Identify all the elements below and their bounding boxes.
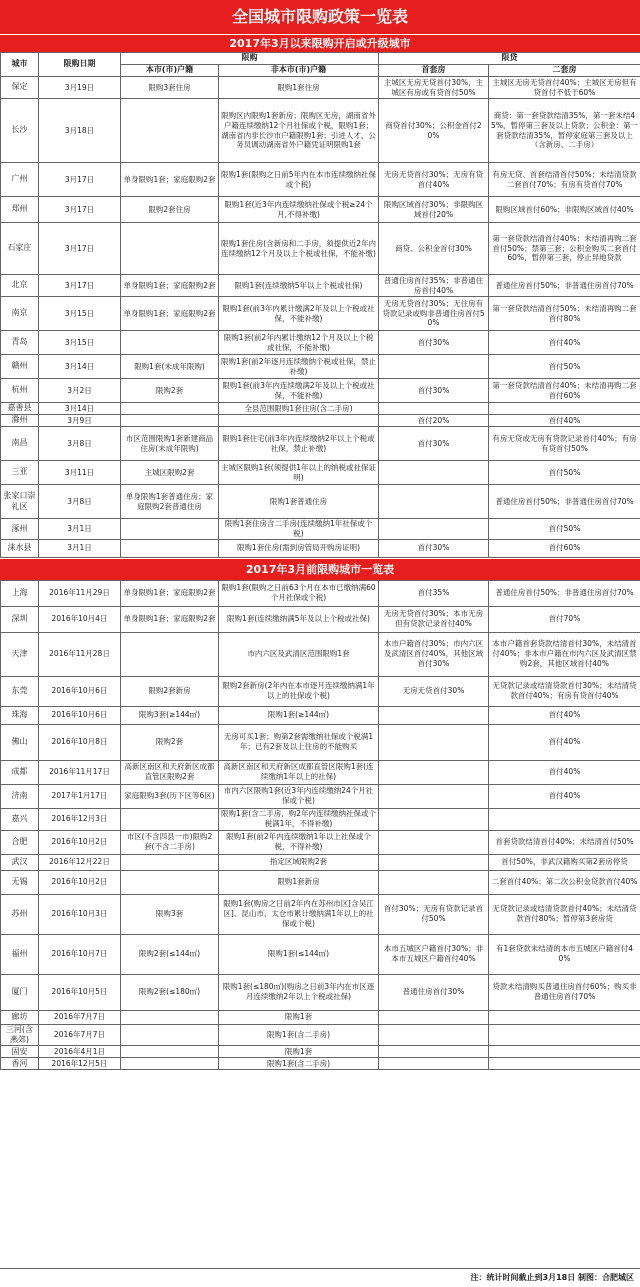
cell-first-home: 主城区无房无贷首付30%，主城区有房或有贷首付50% <box>379 77 489 99</box>
table-row <box>1 974 640 1010</box>
cell-local <box>121 99 219 163</box>
cell-nonlocal: 限购区内限购1套新房；限购区无房，湖南省外户籍连续缴纳12个月社保或个税，限购1套；湖南省内非长沙市户籍限购1套；引进人才、公务员调动湖南省外户籍凭证明限购1套 <box>219 99 379 163</box>
cell-nonlocal: 限购2套新房(2年内在本市逐月连续缴纳满1年以上的社保或个税) <box>219 676 379 706</box>
cell-local <box>121 1058 219 1070</box>
cell-nonlocal: 高新区南区和天府新区成都直管区限购1套(连续缴纳1年以上的社保) <box>219 760 379 784</box>
cell-date: 3月19日 <box>39 77 121 99</box>
cell-city: 廊坊 <box>1 1010 39 1024</box>
cell-date: 3月2日 <box>39 379 121 403</box>
table-row <box>1 77 640 99</box>
cell-date: 3月17日 <box>39 197 121 223</box>
cell-second-home <box>489 1046 640 1058</box>
cell-first-home: 首付35% <box>379 580 489 606</box>
cell-second-home <box>489 1058 640 1070</box>
table-row <box>1 297 640 331</box>
cell-first-home: 商贷首付30%；公积金首付20% <box>379 99 489 163</box>
cell-city: 苏州 <box>1 894 39 934</box>
cell-second-home: 第一套贷款结清首付40%；未结清再购二套首付50%；禁第三套；公积金购买二套首付60%，暂停第三套，停止异地贷款 <box>489 223 640 275</box>
cell-second-home: 首付50%，非武汉籍购买第2套房停贷 <box>489 854 640 870</box>
cell-second-home <box>489 403 640 415</box>
cell-second-home: 首付40% <box>489 760 640 784</box>
cell-first-home: 无房无贷首付30%；无房有贷首付40% <box>379 163 489 197</box>
cell-city: 济南 <box>1 784 39 808</box>
cell-date: 3月14日 <box>39 403 121 415</box>
cell-local: 限购1套(未成年限购) <box>121 355 219 379</box>
cell-second-home: 首付50% <box>489 519 640 540</box>
cell-date: 3月8日 <box>39 485 121 519</box>
cell-second-home: 首付40% <box>489 415 640 427</box>
table-row <box>1 1046 640 1058</box>
table-row <box>1 1010 640 1024</box>
cell-city: 张家口崇礼区 <box>1 485 39 519</box>
cell-city: 固安 <box>1 1046 39 1058</box>
cell-first-home: 普通住房首付30% <box>379 974 489 1010</box>
cell-local <box>121 1010 219 1024</box>
cell-first-home: 首付30% <box>379 539 489 557</box>
cell-date: 3月17日 <box>39 223 121 275</box>
cell-date: 3月17日 <box>39 275 121 297</box>
cell-city: 三河(含燕郊) <box>1 1024 39 1046</box>
cell-second-home: 首付40% <box>489 784 640 808</box>
cell-local: 高新区南区和天府新区成都直管区限购2套 <box>121 760 219 784</box>
cell-second-home: 首付70% <box>489 606 640 632</box>
cell-city: 石家庄 <box>1 223 39 275</box>
cell-local <box>121 403 219 415</box>
table-row <box>1 379 640 403</box>
cell-local: 单身限购1套；家庭限购2套 <box>121 580 219 606</box>
table-row <box>1 830 640 854</box>
cell-city: 天津 <box>1 632 39 676</box>
cell-nonlocal: 限购1套(限购之日前5年内在本市连续缴纳社保或个税) <box>219 163 379 197</box>
cell-first-home: 无房无贷首付30%；本市无房但有贷款记录首付40% <box>379 606 489 632</box>
page-title: 全国城市限购政策一览表 <box>0 0 640 34</box>
cell-city: 三亚 <box>1 461 39 485</box>
cell-date: 2016年12月3日 <box>39 808 121 830</box>
cell-nonlocal: 市内六区及武清区范围限购1套 <box>219 632 379 676</box>
section-1-title: 2017年3月以来限购开启或升级城市 <box>0 34 640 52</box>
cell-second-home <box>489 808 640 830</box>
cell-city: 杭州 <box>1 379 39 403</box>
table-row <box>1 706 640 724</box>
cell-second-home: 普通住房首付50%；非普通住房首付70% <box>489 275 640 297</box>
header-loan-limit: 限贷 <box>379 53 640 65</box>
cell-second-home: 贷款未结清购买普通住房首付60%；购买非普通住房首付70% <box>489 974 640 1010</box>
cell-date: 2016年12月5日 <box>39 1058 121 1070</box>
cell-nonlocal: 限购1套住房(含新房和二手房，须提供近2年内连续缴纳12个月及以上个税或社保，不能补缴) <box>219 223 379 275</box>
cell-first-home: 首付30%；无房有贷款记录首付50% <box>379 894 489 934</box>
cell-first-home <box>379 870 489 894</box>
header-date: 限购日期 <box>39 53 121 77</box>
cell-city: 香河 <box>1 1058 39 1070</box>
cell-nonlocal: 限购1套(近3年内连续缴纳社保或个税≥24个月,不得补缴) <box>219 197 379 223</box>
table-row <box>1 894 640 934</box>
cell-first-home <box>379 1010 489 1024</box>
cell-first-home: 普通住房首付35%；非普通住房首付40% <box>379 275 489 297</box>
cell-first-home <box>379 519 489 540</box>
cell-second-home <box>489 1010 640 1024</box>
cell-local: 限购2套住房 <box>121 197 219 223</box>
cell-second-home <box>489 1024 640 1046</box>
cell-city: 嘉善县 <box>1 403 39 415</box>
cell-nonlocal: 限购1套(连续缴纳满5年及以上个税或社保) <box>219 606 379 632</box>
cell-first-home: 限购区域首付30%；非限购区域首付20% <box>379 197 489 223</box>
table-row <box>1 854 640 870</box>
cell-city: 珠海 <box>1 706 39 724</box>
header-second-home: 二套房 <box>489 65 640 77</box>
table-section-2 <box>0 580 640 1071</box>
cell-second-home: 二套首付40%；第二次公积金贷款首付40% <box>489 870 640 894</box>
cell-second-home: 限购区域首付60%；非限购区域首付40% <box>489 197 640 223</box>
cell-local <box>121 331 219 355</box>
table-row <box>1 1058 640 1070</box>
cell-second-home: 首付50% <box>489 461 640 485</box>
table-row <box>1 724 640 760</box>
cell-city: 厦门 <box>1 974 39 1010</box>
cell-local: 单身限购1套；家庭限购2套 <box>121 297 219 331</box>
cell-second-home: 普通住房首付50%；非普通住房首付70% <box>489 580 640 606</box>
cell-nonlocal: 限购1套(前3年内连续缴满2年及以上个税或社保，不能补缴) <box>219 379 379 403</box>
cell-first-home <box>379 461 489 485</box>
cell-first-home: 首付30% <box>379 379 489 403</box>
section-1-rows <box>1 77 640 558</box>
cell-local: 限购2套 <box>121 724 219 760</box>
cell-local <box>121 519 219 540</box>
cell-second-home: 有房无贷或无房有贷款记录首付40%；有房有贷首付50% <box>489 427 640 461</box>
cell-nonlocal: 限购1套(前2年内累计缴纳12个月及以上个税或社保，不能补缴) <box>219 331 379 355</box>
cell-nonlocal: 市内六区限购1套(近3年内连续缴纳24个月社保或个税) <box>219 784 379 808</box>
cell-city: 合肥 <box>1 830 39 854</box>
cell-second-home: 首付60% <box>489 539 640 557</box>
cell-second-home: 有1套贷款未结清的本市五城区户籍首付40% <box>489 934 640 974</box>
table-row <box>1 275 640 297</box>
cell-local <box>121 1024 219 1046</box>
cell-date: 3月1日 <box>39 519 121 540</box>
table-row <box>1 606 640 632</box>
cell-first-home <box>379 784 489 808</box>
cell-date: 2016年10月2日 <box>39 830 121 854</box>
cell-local: 市区(不含四县一市)限购2套(不含二手房) <box>121 830 219 854</box>
table-row <box>1 580 640 606</box>
cell-city: 涞水县 <box>1 539 39 557</box>
table-row <box>1 355 640 379</box>
cell-city: 郑州 <box>1 197 39 223</box>
table-row <box>1 539 640 557</box>
cell-nonlocal: 限购1套(前2年内连续缴纳1年以上社保或个税，不得补缴) <box>219 830 379 854</box>
cell-first-home: 无房无贷首付30%；无住房有贷款记录或购非普通住房首付50% <box>379 297 489 331</box>
cell-date: 3月15日 <box>39 297 121 331</box>
cell-nonlocal <box>219 415 379 427</box>
cell-city: 嘉兴 <box>1 808 39 830</box>
cell-nonlocal: 主城区限购1套(须提供1年以上的纳税或社保证明) <box>219 461 379 485</box>
cell-date: 3月9日 <box>39 415 121 427</box>
cell-nonlocal: 限购1套(≥144㎡) <box>219 706 379 724</box>
table-row <box>1 784 640 808</box>
cell-date: 2016年12月22日 <box>39 854 121 870</box>
cell-nonlocal: 限购1套住房 <box>219 77 379 99</box>
cell-local: 单身限购1套；家庭限购2套 <box>121 275 219 297</box>
cell-local <box>121 1046 219 1058</box>
table-row <box>1 1024 640 1046</box>
cell-city: 上海 <box>1 580 39 606</box>
cell-first-home <box>379 706 489 724</box>
cell-second-home: 商贷：第一套贷款结清35%，第一套未结45%，暂停第三套及以上贷款；公积金：第一套贷款结清35%，暂停家庭第三套及以上（含新房、二手房） <box>489 99 640 163</box>
section-2-rows <box>1 580 640 1070</box>
cell-city: 广州 <box>1 163 39 197</box>
cell-first-home: 本市户籍首付30%；市内六区及武清区首付40%，其他区域首付30% <box>379 632 489 676</box>
cell-local: 限购2套 <box>121 379 219 403</box>
cell-date: 3月1日 <box>39 539 121 557</box>
cell-local <box>121 854 219 870</box>
cell-first-home: 首付20% <box>379 415 489 427</box>
table-row <box>1 870 640 894</box>
cell-local: 单身限购1套普通住房；家庭限购2套普通住房 <box>121 485 219 519</box>
cell-local: 单身限购1套；家庭限购2套 <box>121 606 219 632</box>
cell-city: 无锡 <box>1 870 39 894</box>
cell-nonlocal: 限购1套(前2年逐月连续缴纳个税或社保，禁止补缴) <box>219 355 379 379</box>
cell-local: 单身限购1套；家庭限购2套 <box>121 163 219 197</box>
table-row <box>1 934 640 974</box>
cell-nonlocal: 限购1套 <box>219 1010 379 1024</box>
cell-second-home: 首套贷款结清首付40%；未结清首付50% <box>489 830 640 854</box>
cell-first-home <box>379 1024 489 1046</box>
cell-city: 长沙 <box>1 99 39 163</box>
cell-city: 佛山 <box>1 724 39 760</box>
cell-city: 南昌 <box>1 427 39 461</box>
cell-nonlocal: 限购1套(≤144㎡) <box>219 934 379 974</box>
cell-local: 市区范围限购1套新建商品住房(未成年限购) <box>121 427 219 461</box>
cell-first-home <box>379 1046 489 1058</box>
cell-nonlocal: 限购1套普通住房 <box>219 485 379 519</box>
cell-local <box>121 632 219 676</box>
cell-local <box>121 223 219 275</box>
cell-date: 2016年10月6日 <box>39 706 121 724</box>
cell-nonlocal: 限购1套住房含二手房(连续缴纳1年社保或个税) <box>219 519 379 540</box>
cell-first-home <box>379 355 489 379</box>
cell-date: 3月8日 <box>39 427 121 461</box>
cell-second-home: 有房无贷、首套结清首付50%；未结清贷款二套首付70%；有房有贷首付70% <box>489 163 640 197</box>
cell-second-home: 首付40% <box>489 724 640 760</box>
cell-date: 2016年4月1日 <box>39 1046 121 1058</box>
section-2-title: 2017年3月前限购城市一览表 <box>0 558 640 580</box>
cell-city: 赣州 <box>1 355 39 379</box>
table-row <box>1 519 640 540</box>
cell-date: 3月17日 <box>39 163 121 197</box>
cell-first-home <box>379 854 489 870</box>
cell-nonlocal: 限购1套(前3年内累计缴满2年及以上个税或社保，不能补缴) <box>219 297 379 331</box>
cell-city: 成都 <box>1 760 39 784</box>
cell-date: 2016年10月4日 <box>39 606 121 632</box>
cell-nonlocal: 限购1套(限购之日前63个月在本市已缴纳满60个月社保或个税) <box>219 580 379 606</box>
table-section-1 <box>0 52 640 558</box>
cell-date: 2016年11月29日 <box>39 580 121 606</box>
header-purchase-limit: 限购 <box>121 53 379 65</box>
table-row <box>1 461 640 485</box>
cell-first-home: 首付30% <box>379 331 489 355</box>
cell-date: 2016年10月6日 <box>39 676 121 706</box>
cell-date: 2016年7月7日 <box>39 1010 121 1024</box>
cell-first-home <box>379 1058 489 1070</box>
table-row <box>1 163 640 197</box>
table-row <box>1 403 640 415</box>
table-row <box>1 415 640 427</box>
cell-local: 限购2套(≤180㎡) <box>121 974 219 1010</box>
cell-local <box>121 808 219 830</box>
cell-city: 武汉 <box>1 854 39 870</box>
cell-second-home: 本市户籍首套贷款结清首付30%，未结清首付40%；非本市户籍在市内六区及武清区禁购2套，其他区域首付40% <box>489 632 640 676</box>
cell-nonlocal: 限购1套新房 <box>219 870 379 894</box>
header-nonlocal: 非本市(市)户籍 <box>219 65 379 77</box>
table-row <box>1 427 640 461</box>
cell-city: 北京 <box>1 275 39 297</box>
cell-city: 涿州 <box>1 519 39 540</box>
cell-local: 限购3套住房 <box>121 77 219 99</box>
cell-city: 东莞 <box>1 676 39 706</box>
cell-second-home: 主城区无房无贷首付40%；主城区无房但有贷首付不低于60% <box>489 77 640 99</box>
cell-date: 2016年11月28日 <box>39 632 121 676</box>
cell-nonlocal: 限购1套(含二手房) <box>219 1024 379 1046</box>
cell-nonlocal: 限购1套住宅(前3年内连续缴纳2年以上个税或社保，禁止补缴) <box>219 427 379 461</box>
table-row <box>1 223 640 275</box>
cell-second-home: 首付50% <box>489 355 640 379</box>
cell-first-home <box>379 724 489 760</box>
cell-city: 深圳 <box>1 606 39 632</box>
cell-nonlocal: 限购1套 <box>219 1046 379 1058</box>
cell-date: 2016年10月3日 <box>39 894 121 934</box>
cell-date: 2016年11月17日 <box>39 760 121 784</box>
cell-date: 2016年10月8日 <box>39 724 121 760</box>
cell-first-home <box>379 808 489 830</box>
cell-city: 青岛 <box>1 331 39 355</box>
cell-date: 2016年10月5日 <box>39 974 121 1010</box>
cell-first-home: 本市五城区户籍首付30%；非本市五城区户籍首付40% <box>379 934 489 974</box>
cell-local: 限购2套新房 <box>121 676 219 706</box>
cell-local <box>121 539 219 557</box>
table-row <box>1 632 640 676</box>
cell-local: 家庭限购3套(历下区等6区) <box>121 784 219 808</box>
header-first-home: 首套房 <box>379 65 489 77</box>
cell-date: 2017年1月17日 <box>39 784 121 808</box>
cell-second-home: 无贷款记录或结清贷款首付30%；未结清贷款首付40%；有房有贷首付40% <box>489 676 640 706</box>
cell-date: 2016年10月2日 <box>39 870 121 894</box>
cell-city: 保定 <box>1 77 39 99</box>
cell-second-home: 普通住房首付50%；非普通住房首付70% <box>489 485 640 519</box>
cell-city: 南京 <box>1 297 39 331</box>
cell-nonlocal: 限购1套(含二手房，购2年内连续缴纳社保或个税满1年，不得补缴) <box>219 808 379 830</box>
cell-nonlocal: 无房可买1套；购第2套需缴纳社保或个税满1年；已有2套及以上住房的不能购买 <box>219 724 379 760</box>
cell-second-home: 第一套贷款结清首付50%；未结清再购二套首付80% <box>489 297 640 331</box>
cell-second-home: 无贷款记录或结清贷款首付40%；未结清贷款首付80%；暂停第3套房贷 <box>489 894 640 934</box>
header-local: 本市(市)户籍 <box>121 65 219 77</box>
cell-nonlocal: 限购1套(购房之日前2年内在苏州市区[含吴江区]、昆山市、太仓市累计缴纳满1年以上的社保或个税) <box>219 894 379 934</box>
cell-nonlocal: 全县范围限购1套住房(含二手房) <box>219 403 379 415</box>
cell-nonlocal: 限购1套(含二手房) <box>219 1058 379 1070</box>
cell-first-home <box>379 760 489 784</box>
table-row <box>1 808 640 830</box>
cell-city: 福州 <box>1 934 39 974</box>
cell-nonlocal: 指定区域限购2套 <box>219 854 379 870</box>
cell-date: 2016年10月7日 <box>39 934 121 974</box>
cell-first-home: 无房无贷首付30% <box>379 676 489 706</box>
cell-first-home <box>379 830 489 854</box>
table-row <box>1 760 640 784</box>
cell-nonlocal: 限购1套住房(需到房管局开购房证明) <box>219 539 379 557</box>
table-row <box>1 197 640 223</box>
cell-local <box>121 415 219 427</box>
cell-date: 3月18日 <box>39 99 121 163</box>
cell-local: 主城区限购2套 <box>121 461 219 485</box>
table-row <box>1 99 640 163</box>
cell-nonlocal: 限购1套(≤180㎡)(购房之日前3年内在市区逐月连续缴纳2年以上个税或社保) <box>219 974 379 1010</box>
cell-local: 限购3套(≥144㎡) <box>121 706 219 724</box>
header-city: 城市 <box>1 53 39 77</box>
cell-date: 3月15日 <box>39 331 121 355</box>
cell-date: 3月14日 <box>39 355 121 379</box>
cell-second-home: 第一套贷款结清首付40%；未结清再购二套首付60% <box>489 379 640 403</box>
cell-first-home: 首付30% <box>379 427 489 461</box>
cell-first-home <box>379 403 489 415</box>
cell-nonlocal: 限购1套(连续缴纳5年以上个税或社保) <box>219 275 379 297</box>
table-row <box>1 331 640 355</box>
cell-local: 限购3套 <box>121 894 219 934</box>
table-row <box>1 676 640 706</box>
cell-date: 3月11日 <box>39 461 121 485</box>
cell-second-home: 首付40% <box>489 706 640 724</box>
footer-note: 注：统计时间截止到3月18日 制图：合肥城区 <box>0 1268 640 1287</box>
table-row <box>1 485 640 519</box>
cell-first-home: 商贷、公积金首付30% <box>379 223 489 275</box>
cell-date: 2016年7月7日 <box>39 1024 121 1046</box>
cell-second-home: 首付40% <box>489 331 640 355</box>
cell-local: 限购2套(≤144㎡) <box>121 934 219 974</box>
cell-city: 滁州 <box>1 415 39 427</box>
cell-local <box>121 870 219 894</box>
cell-first-home <box>379 485 489 519</box>
